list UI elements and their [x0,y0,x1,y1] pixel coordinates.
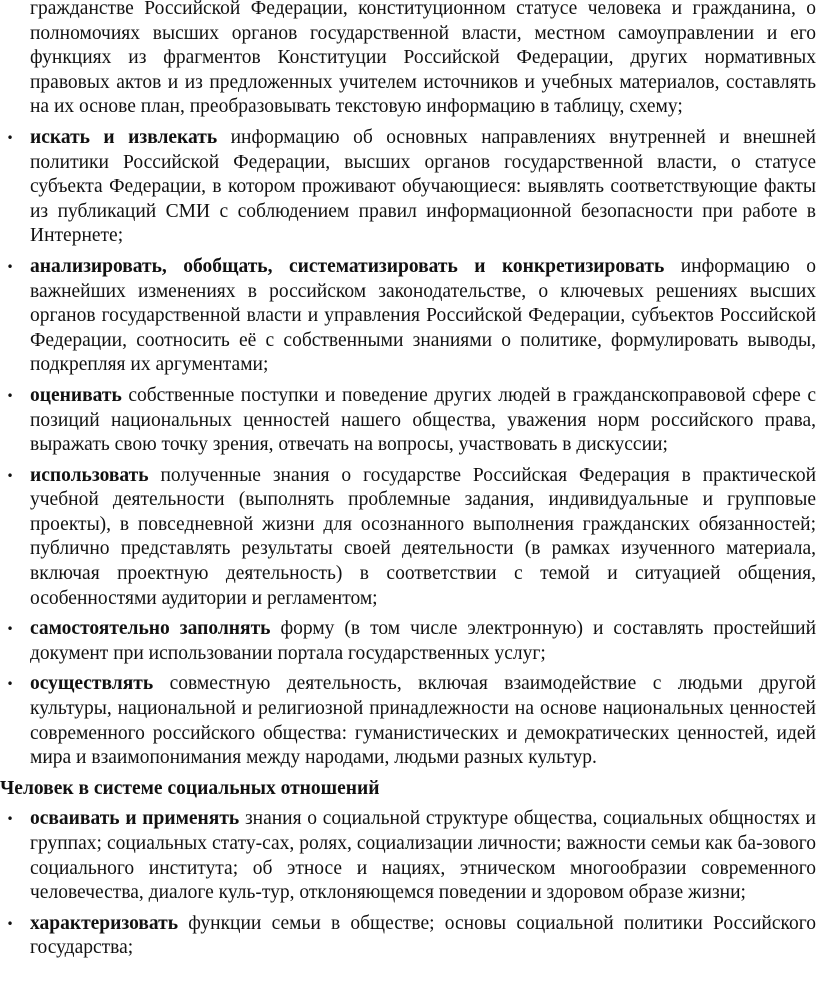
competency-list-state [0,126,816,771]
item-text: полученные знания о государстве Российская Федерация в практической учебной деятельности (выполнять проблемные задания, индивидуальные и групповые проекты), в повседневной жизни для осознанного выполнения гражданских обязанностей; публично представлять результаты своей деятельности (в рамках изученного материала, включая проектную деятельность) в соответствии с темой и ситуацией общения, особенностями аудитории и регламентом; [30,464,816,609]
bullet-icon: • [6,677,14,692]
item-term: характеризовать [30,912,179,934]
list-item [6,912,816,961]
list-item [6,464,816,612]
list-item [6,384,816,458]
item-text: информацию об основных направлениях внутренней и внешней политики Российской Федерации, высших органов государственной власти, о статусе субъекта Федерации, в котором проживают обучающиеся: выявлять соответствующие факты из публикаций СМИ с соблюдением правил информационной безопасности при работе в Интернете; [30,126,816,247]
item-text: совместную деятельность, включая взаимодействие с людьми другой культуры, национальной и религиозной принадлежности на основе национальных ценностей современного российского общества: гуманистических и демократических ценностей, идей мира и взаимопонимания между народами, людьми разных культур. [30,673,816,769]
competency-list-social [0,807,816,961]
bullet-icon: • [6,388,14,403]
section-heading: Человек в системе социальных отношений [0,777,380,799]
bullet-icon: • [6,812,14,827]
item-term: осваивать и применять [30,808,240,830]
item-term: использовать [30,464,149,486]
item-term: оценивать [30,384,122,406]
continuation-paragraph: гражданстве Российской Федерации, конституционном статусе человека и гражданина, о полномочиях высших органов государственной власти, местном самоуправлении и его функциях из фрагментов Конституции Российской Федерации, других нормативных правовых актов и из предложенных учителем источников и учебных материалов, составлять на их основе план, преобразовывать текстовую информацию в таблицу, схему; [30,0,816,118]
list-item [6,617,816,666]
bullet-icon: • [6,130,14,145]
item-text: собственные поступки и поведение других людей в гражданскоправовой сфере с позиций национальных ценностей нашего общества, уважения норм российского права, выражать свою точку зрения, отвечать на вопросы, участвовать в дискуссии; [30,384,816,456]
item-text: форму (в том числе электронную) и составлять простейший документ при использовании портала государственных услуг; [30,618,816,664]
list-item [6,255,816,378]
list-item [6,672,816,770]
bullet-icon: • [6,622,14,637]
item-term: искать и извлекать [30,126,218,148]
item-term: осуществлять [30,673,154,695]
item-text: информацию о важнейших изменениях в российском законодательстве, о ключевых решениях высших органов государственной власти и управления Российской Федерации, субъектов Российской Федерации, соотносить её с собственными знаниями о политике, формулировать выводы, подкрепляя их аргументами; [30,255,816,376]
list-item [6,126,816,249]
list-item [6,807,816,905]
bullet-icon: • [6,259,14,274]
item-text: функции семьи в обществе; основы социальной политики Российского государства; [30,912,816,959]
item-term: анализировать, обобщать, систематизировать и конкретизировать [30,255,665,277]
item-text: знания о социальной структуре общества, социальных общностях и группах; социальных стату-сах, ролях, социализации личности; важности семьи как ба-зового социального института; об этносе и нациях, этническом многообразии современного человечества, диалоге куль-тур, отклоняющемся поведении и здоровом образе жизни; [30,808,816,904]
item-term: самостоятельно заполнять [30,618,271,640]
bullet-icon: • [6,916,14,931]
bullet-icon: • [6,468,14,483]
